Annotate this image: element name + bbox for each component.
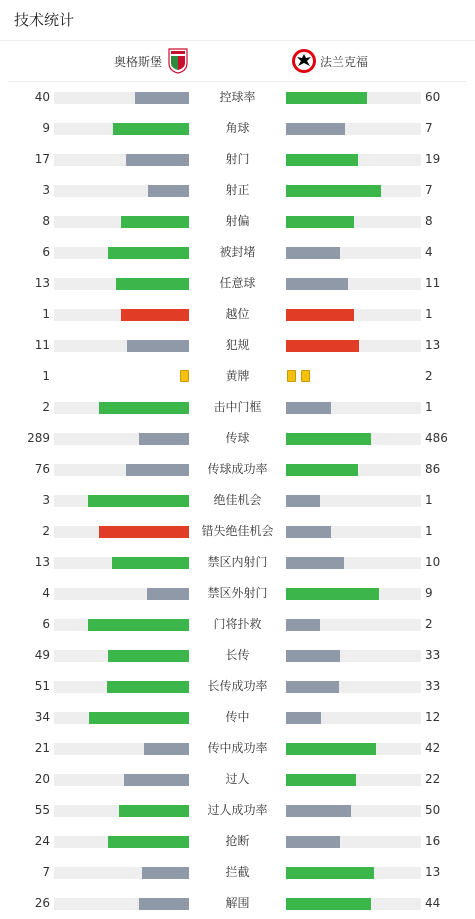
stat-row [0, 614, 475, 634]
stat-label: 击中门框 [213, 400, 262, 414]
home-bar-fill [144, 743, 189, 755]
home-bar-track [54, 650, 189, 662]
away-value: 33 [425, 648, 441, 662]
home-bar-track [54, 402, 189, 414]
home-bar-fill [99, 402, 189, 414]
away-bar-fill [286, 92, 367, 104]
away-bar-track [286, 867, 421, 879]
away-value: 9 [425, 586, 433, 600]
away-bar-fill [286, 774, 356, 786]
stat-label: 解围 [225, 896, 250, 910]
home-bar-track [54, 216, 189, 228]
stat-row [0, 149, 475, 169]
home-value: 49 [34, 648, 50, 662]
yellow-card-icon [301, 370, 310, 382]
stat-row [0, 118, 475, 138]
home-bar-track [54, 588, 189, 600]
home-bar-track [54, 619, 189, 631]
away-value: 16 [425, 834, 441, 848]
away-value: 12 [425, 710, 441, 724]
away-bar-fill [286, 650, 340, 662]
home-team-name: 奥格斯堡 [113, 55, 162, 69]
stat-label: 过人成功率 [207, 803, 268, 817]
away-value: 1 [425, 400, 433, 414]
stat-label: 控球率 [219, 90, 256, 104]
home-bar-fill [89, 712, 189, 724]
stat-row [0, 800, 475, 820]
away-bar-fill [286, 805, 351, 817]
augsburg-logo-icon [168, 48, 188, 74]
stat-row [0, 676, 475, 696]
stat-row [0, 242, 475, 262]
home-value: 3 [42, 493, 50, 507]
stat-row [0, 552, 475, 572]
home-bar-track [54, 743, 189, 755]
stat-label: 射正 [225, 183, 250, 197]
away-bar-track [286, 154, 421, 166]
stat-row [0, 211, 475, 231]
away-value: 2 [425, 617, 433, 631]
home-value: 24 [34, 834, 50, 848]
away-value: 11 [425, 276, 441, 290]
away-bar-track [286, 92, 421, 104]
home-bar-fill [147, 588, 189, 600]
home-bar-track [54, 495, 189, 507]
away-bar-track [286, 588, 421, 600]
stat-label: 抢断 [225, 834, 250, 848]
home-bar-fill [121, 309, 189, 321]
home-bar-track [54, 836, 189, 848]
stat-row [0, 397, 475, 417]
away-bar-fill [286, 743, 376, 755]
away-value: 2 [425, 369, 433, 383]
home-bar-track [54, 123, 189, 135]
home-bar-fill [88, 495, 189, 507]
away-bar-track [286, 774, 421, 786]
home-bar-track [54, 247, 189, 259]
stat-label: 禁区内射门 [207, 555, 268, 569]
home-bar-fill [116, 278, 189, 290]
away-value: 4 [425, 245, 433, 259]
frankfurt-logo-icon [291, 48, 317, 74]
away-value: 42 [425, 741, 441, 755]
home-value: 8 [42, 214, 50, 228]
away-bar-fill [286, 867, 374, 879]
home-bar-track [54, 433, 189, 445]
home-bar-track [54, 340, 189, 352]
stat-row [0, 180, 475, 200]
away-bar-fill [286, 557, 344, 569]
home-bar-fill [121, 216, 189, 228]
away-bar-fill [286, 185, 381, 197]
stat-label: 传中 [225, 710, 250, 724]
away-bar-fill [286, 340, 359, 352]
away-value: 60 [425, 90, 441, 104]
stat-label: 黄牌 [225, 369, 250, 383]
away-value: 1 [425, 493, 433, 507]
away-value: 1 [425, 307, 433, 321]
home-value: 55 [34, 803, 50, 817]
away-bar-fill [286, 836, 340, 848]
away-team-name: 法兰克福 [320, 55, 369, 69]
stat-row [0, 428, 475, 448]
home-value: 13 [34, 555, 50, 569]
home-value: 6 [42, 245, 50, 259]
home-bar-track [54, 309, 189, 321]
home-bar-track [54, 898, 189, 910]
away-bar-fill [286, 123, 345, 135]
home-value: 2 [42, 400, 50, 414]
away-bar-fill [286, 402, 331, 414]
stat-label: 被封堵 [219, 245, 256, 259]
away-bar-fill [286, 619, 320, 631]
home-bar-track [54, 185, 189, 197]
stat-label: 绝佳机会 [213, 493, 262, 507]
away-bar-track [286, 650, 421, 662]
home-value: 76 [34, 462, 50, 476]
away-bar-track [286, 309, 421, 321]
home-bar-track [54, 154, 189, 166]
stat-label: 传中成功率 [207, 741, 268, 755]
away-value: 13 [425, 338, 441, 352]
stat-row [0, 862, 475, 882]
stat-label: 过人 [225, 772, 250, 786]
stat-label: 越位 [225, 307, 250, 321]
away-value: 7 [425, 121, 433, 135]
stat-label: 拦截 [225, 865, 250, 879]
home-bar-fill [124, 774, 189, 786]
home-bar-fill [127, 340, 189, 352]
away-value: 1 [425, 524, 433, 538]
away-bar-track [286, 123, 421, 135]
stat-row [0, 831, 475, 851]
home-bar-fill [142, 867, 189, 879]
away-bar-fill [286, 278, 348, 290]
away-bar-fill [286, 588, 379, 600]
home-value: 2 [42, 524, 50, 538]
home-value: 3 [42, 183, 50, 197]
page-title: 技术统计 [14, 11, 75, 29]
home-value: 1 [42, 307, 50, 321]
stat-label: 射门 [225, 152, 250, 166]
away-bar-fill [286, 712, 321, 724]
stat-label: 角球 [225, 121, 250, 135]
stat-label: 错失绝佳机会 [201, 524, 274, 538]
home-bar-fill [126, 464, 189, 476]
home-value: 51 [34, 679, 50, 693]
away-value: 7 [425, 183, 433, 197]
away-value: 486 [425, 431, 448, 445]
away-bar-track [286, 185, 421, 197]
stat-row [0, 459, 475, 479]
home-bar-track [54, 681, 189, 693]
yellow-card-icon [287, 370, 296, 382]
away-bar-fill [286, 526, 331, 538]
home-value: 21 [34, 741, 50, 755]
away-bar-track [286, 805, 421, 817]
stat-row [0, 583, 475, 603]
home-value: 13 [34, 276, 50, 290]
home-bar-track [54, 557, 189, 569]
away-bar-track [286, 743, 421, 755]
stat-label: 射偏 [225, 214, 250, 228]
yellow-card-icon [180, 370, 189, 382]
stat-row [0, 521, 475, 541]
home-value: 6 [42, 617, 50, 631]
away-bar-fill [286, 464, 358, 476]
stat-label: 传球 [225, 431, 250, 445]
stat-label: 禁区外射门 [207, 586, 268, 600]
stat-label: 传球成功率 [207, 462, 268, 476]
home-bar-fill [99, 526, 189, 538]
home-bar-track [54, 526, 189, 538]
away-bar-track [286, 836, 421, 848]
home-value: 1 [42, 369, 50, 383]
away-bar-track [286, 340, 421, 352]
away-bar-fill [286, 681, 339, 693]
away-bar-fill [286, 154, 358, 166]
home-bar-fill [139, 898, 189, 910]
away-bar-track [286, 898, 421, 910]
away-bar-track [286, 712, 421, 724]
home-bar-track [54, 712, 189, 724]
stat-row [0, 87, 475, 107]
home-bar-fill [113, 123, 189, 135]
stat-row [0, 273, 475, 293]
away-value: 44 [425, 896, 441, 910]
home-bar-fill [88, 619, 189, 631]
home-bar-track [54, 278, 189, 290]
stat-row [0, 893, 475, 913]
away-bar-fill [286, 495, 320, 507]
stat-label: 长传 [225, 648, 250, 662]
teams-header [0, 41, 475, 81]
home-bar-fill [112, 557, 189, 569]
home-bar-fill [108, 650, 189, 662]
away-value: 8 [425, 214, 433, 228]
away-bar-track [286, 402, 421, 414]
home-bar-fill [108, 247, 189, 259]
away-bar-track [286, 681, 421, 693]
home-bar-track [54, 867, 189, 879]
home-bar-fill [126, 154, 189, 166]
home-bar-track [54, 464, 189, 476]
stat-row [0, 738, 475, 758]
away-bar-track [286, 247, 421, 259]
home-bar-fill [135, 92, 189, 104]
home-bar-fill [119, 805, 189, 817]
stat-row [0, 707, 475, 727]
home-bar-fill [108, 836, 189, 848]
away-bar-track [286, 526, 421, 538]
away-value: 10 [425, 555, 441, 569]
away-value: 86 [425, 462, 441, 476]
away-bar-track [286, 433, 421, 445]
stat-row [0, 335, 475, 355]
home-value: 9 [42, 121, 50, 135]
stat-row [0, 366, 475, 386]
stat-row [0, 304, 475, 324]
home-bar-track [54, 805, 189, 817]
away-value: 13 [425, 865, 441, 879]
stat-label: 门将扑救 [213, 617, 262, 631]
away-bar-track [286, 495, 421, 507]
home-value: 20 [34, 772, 50, 786]
away-bar-fill [286, 898, 371, 910]
away-bar-fill [286, 216, 354, 228]
away-value: 19 [425, 152, 441, 166]
away-bar-fill [286, 247, 340, 259]
stat-row [0, 490, 475, 510]
away-bar-fill [286, 433, 371, 445]
stat-label: 任意球 [219, 276, 256, 290]
away-bar-fill [286, 309, 354, 321]
home-bar-fill [107, 681, 189, 693]
home-bar-fill [139, 433, 189, 445]
home-value: 17 [34, 152, 50, 166]
home-value: 34 [34, 710, 50, 724]
away-value: 50 [425, 803, 441, 817]
away-bar-track [286, 464, 421, 476]
away-bar-track [286, 619, 421, 631]
away-bar-track [286, 557, 421, 569]
home-value: 4 [42, 586, 50, 600]
header-divider [8, 81, 467, 82]
stat-row [0, 769, 475, 789]
home-bar-track [54, 92, 189, 104]
stat-label: 犯规 [225, 338, 250, 352]
home-value: 11 [34, 338, 50, 352]
home-value: 7 [42, 865, 50, 879]
stat-row [0, 645, 475, 665]
away-value: 22 [425, 772, 441, 786]
home-value: 40 [34, 90, 50, 104]
away-bar-track [286, 278, 421, 290]
home-value: 26 [34, 896, 50, 910]
away-bar-track [286, 216, 421, 228]
home-bar-fill [148, 185, 189, 197]
away-value: 33 [425, 679, 441, 693]
home-bar-track [54, 774, 189, 786]
stat-label: 长传成功率 [207, 679, 268, 693]
home-value: 289 [27, 431, 50, 445]
